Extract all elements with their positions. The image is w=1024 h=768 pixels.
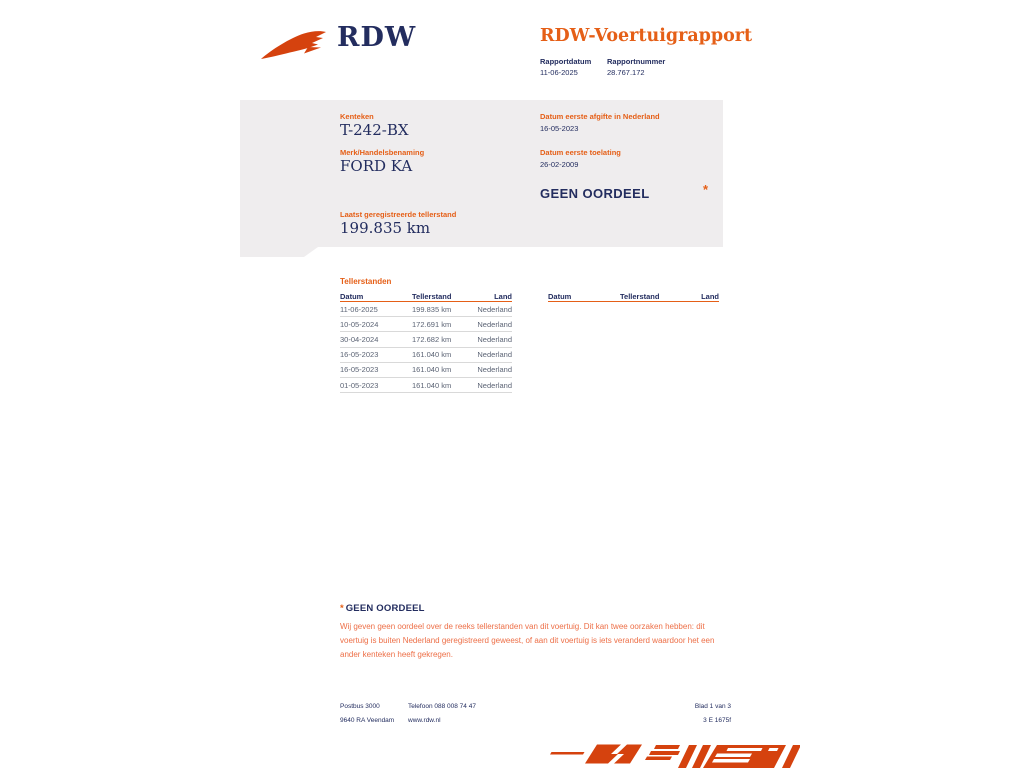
footer-form-code: 3 E 1675f — [703, 716, 731, 724]
oordeel-status: GEEN OORDEEL — [540, 186, 650, 201]
table-row — [340, 348, 512, 363]
footer-page-number: Blad 1 van 3 — [694, 702, 731, 710]
tellerstand-label: Laatst geregistreerde tellerstand — [340, 210, 457, 219]
cell-land: Nederland — [477, 334, 512, 344]
kenteken-label: Kenteken — [340, 112, 374, 121]
tellerstanden-title: Tellerstanden — [340, 277, 392, 286]
cell-datum: 11-06-2025 — [340, 304, 378, 314]
merk-label: Merk/Handelsbenaming — [340, 148, 425, 157]
toelating-value: 26-02-2009 — [540, 160, 579, 169]
column-header-datum: Datum — [548, 292, 572, 301]
footer-website: www.rdw.nl — [408, 716, 441, 724]
vehicle-summary-panel — [240, 100, 723, 257]
table-row — [340, 302, 512, 317]
oordeel-asterisk: * — [703, 182, 709, 197]
column-header-tellerstand: Tellerstand — [620, 292, 660, 301]
merk-value: FORD KA — [340, 157, 413, 175]
column-header-tellerstand: Tellerstand — [412, 292, 452, 301]
cell-land: Nederland — [477, 365, 512, 375]
cell-datum: 01-05-2023 — [340, 380, 379, 390]
footer-address-2: 9640 RA Veendam — [340, 716, 395, 724]
cell-datum: 16-05-2023 — [340, 365, 379, 375]
afgifte-value: 16-05-2023 — [540, 124, 579, 133]
table-row — [340, 363, 512, 378]
cell-land: Nederland — [477, 380, 512, 390]
cell-tellerstand: 161.040 km — [412, 365, 452, 375]
cell-land: Nederland — [477, 350, 512, 360]
page-title: RDW-Voertuigrapport — [540, 26, 753, 46]
tellerstanden-table-left — [340, 289, 512, 393]
report-date-label: Rapportdatum — [540, 57, 592, 66]
footnote-title: GEEN OORDEEL — [345, 603, 425, 614]
rdw-wing-pattern-graphic — [545, 741, 800, 768]
kenteken-value: T-242-BX — [340, 121, 409, 139]
table-row — [340, 332, 512, 347]
rdw-logo-text: RDW — [337, 22, 417, 53]
tellerstanden-table-right — [548, 289, 719, 302]
footnote-section — [340, 603, 725, 662]
table-row — [340, 317, 512, 332]
cell-tellerstand: 172.691 km — [412, 319, 452, 329]
footer-line-2 — [340, 713, 731, 727]
cell-tellerstand: 161.040 km — [412, 380, 452, 390]
column-header-land: Land — [701, 292, 719, 301]
footer-address-1: Postbus 3000 — [340, 702, 380, 710]
table-header-row — [340, 289, 512, 302]
footer-phone: Telefoon 088 008 74 47 — [408, 702, 476, 710]
cell-datum: 30-04-2024 — [340, 334, 379, 344]
cell-datum: 10-05-2024 — [340, 319, 379, 329]
table-header-row — [548, 289, 719, 302]
cell-tellerstand: 161.040 km — [412, 350, 452, 360]
footnote-asterisk: * — [340, 603, 344, 614]
cell-land: Nederland — [477, 304, 512, 314]
tellerstand-value: 199.835 km — [340, 219, 431, 237]
cell-tellerstand: 172.682 km — [412, 334, 452, 344]
footnote-heading — [340, 603, 725, 614]
cell-land: Nederland — [477, 319, 512, 329]
column-header-datum: Datum — [340, 292, 364, 301]
rdw-feather-icon — [258, 28, 330, 62]
cell-tellerstand: 199.835 km — [412, 304, 452, 314]
footer-line-1 — [340, 699, 731, 713]
column-header-land: Land — [494, 292, 512, 301]
report-number-value: 28.767.172 — [607, 68, 645, 77]
toelating-label: Datum eerste toelating — [540, 148, 621, 157]
report-date-value: 11-06-2025 — [540, 68, 578, 77]
report-number-label: Rapportnummer — [607, 57, 666, 66]
table-row — [340, 378, 512, 393]
afgifte-label: Datum eerste afgifte in Nederland — [540, 112, 660, 121]
cell-datum: 16-05-2023 — [340, 350, 379, 360]
page-footer — [340, 699, 731, 727]
footnote-body-text: Wij geven geen oordeel over de reeks tellerstanden van dit voertuig. Dit kan twee oorzaken hebben: dit voertuig is buiten Nederland geregistreerd geweest, of aan dit voertuig is iets veranderd waardoor het een ander kenteken heeft gekregen. — [340, 622, 715, 659]
